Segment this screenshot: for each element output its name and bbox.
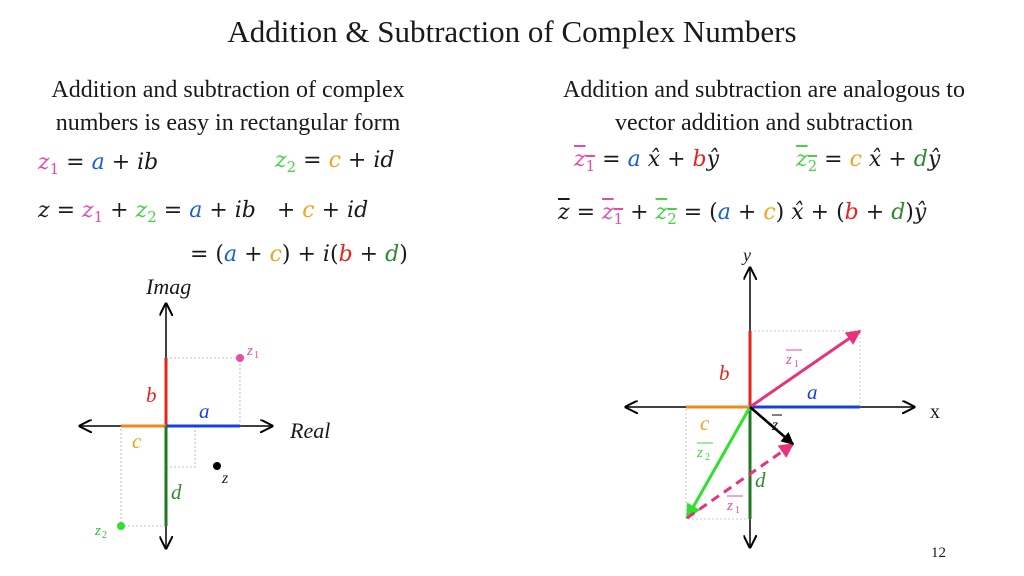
- slide-title: Addition & Subtraction of Complex Numbers: [227, 14, 797, 49]
- label-c: c: [132, 429, 142, 453]
- svg-text:z: z: [786, 352, 792, 368]
- vector-label-b: b: [719, 361, 730, 385]
- label-b: b: [146, 383, 157, 407]
- svg-text:2: 2: [705, 452, 710, 463]
- vector-label-z2: [696, 443, 713, 463]
- label-a: a: [199, 399, 210, 423]
- equation-vector-z2: $z_2 = c$ x̂ + dŷ: [796, 147, 941, 175]
- svg-text:z: z: [95, 523, 101, 539]
- svg-text:2: 2: [102, 530, 107, 541]
- svg-text:z: z: [247, 343, 253, 359]
- left-paragraph-line-2: numbers is easy in rectangular form: [55, 110, 401, 136]
- svg-text:z: z: [772, 417, 779, 434]
- svg-text:z: z: [727, 498, 733, 514]
- left-paragraph-line-1: Addition and subtraction of complex: [51, 77, 405, 103]
- equation-z-result: = (a + c) + i(b + d): [190, 242, 408, 267]
- label-x: x: [930, 401, 940, 423]
- right-vector-plane: [626, 245, 940, 547]
- label-d: d: [171, 480, 182, 504]
- label-imag: Imag: [146, 274, 192, 299]
- page-number: 12: [931, 545, 946, 561]
- svg-text:1: 1: [254, 350, 259, 361]
- label-z2: [94, 523, 107, 541]
- vector-z1-translated: [687, 444, 793, 518]
- equation-vector-z1: $z_1 = a$ x̂ + bŷ: [574, 147, 720, 175]
- vector-z2: [687, 407, 750, 518]
- label-z: z: [222, 470, 229, 487]
- equation-z-sum: $z = z_1 + z_2 = a$ + ib + c + id: [38, 198, 369, 226]
- label-y: y: [743, 245, 751, 265]
- z-guide: [166, 426, 195, 467]
- label-real: Real: [290, 418, 331, 443]
- z2-guide: [121, 426, 166, 526]
- point-z: [213, 462, 221, 470]
- equation-vector-z-sum: $\overline{z} = z_1 + z_2 = (a + c)$ x̂ + (b + d)ŷ: [558, 200, 927, 228]
- svg-text:1: 1: [794, 359, 799, 370]
- vector-label-c: c: [700, 411, 710, 435]
- vector-label-z1: [785, 350, 802, 370]
- svg-text:z: z: [697, 445, 703, 461]
- svg-text:1: 1: [735, 505, 740, 516]
- vector-label-a: a: [807, 380, 818, 404]
- vector-label-z1-translated: [726, 496, 743, 516]
- point-z2: [117, 522, 125, 530]
- right-paragraph-line-1: Addition and subtraction are analogous to: [563, 77, 965, 103]
- right-paragraph-line-2: vector addition and subtraction: [615, 110, 913, 136]
- label-z1: [246, 343, 259, 361]
- equation-z1: $z_1 = a$ + ib: [38, 150, 159, 178]
- vector-z1: [750, 331, 860, 407]
- vector-label-z: [771, 415, 782, 434]
- point-z1: [236, 354, 244, 362]
- vector-label-d: d: [755, 468, 766, 492]
- equation-z2: $z_2 = c$ + id: [275, 148, 395, 176]
- left-complex-plane: [80, 274, 330, 548]
